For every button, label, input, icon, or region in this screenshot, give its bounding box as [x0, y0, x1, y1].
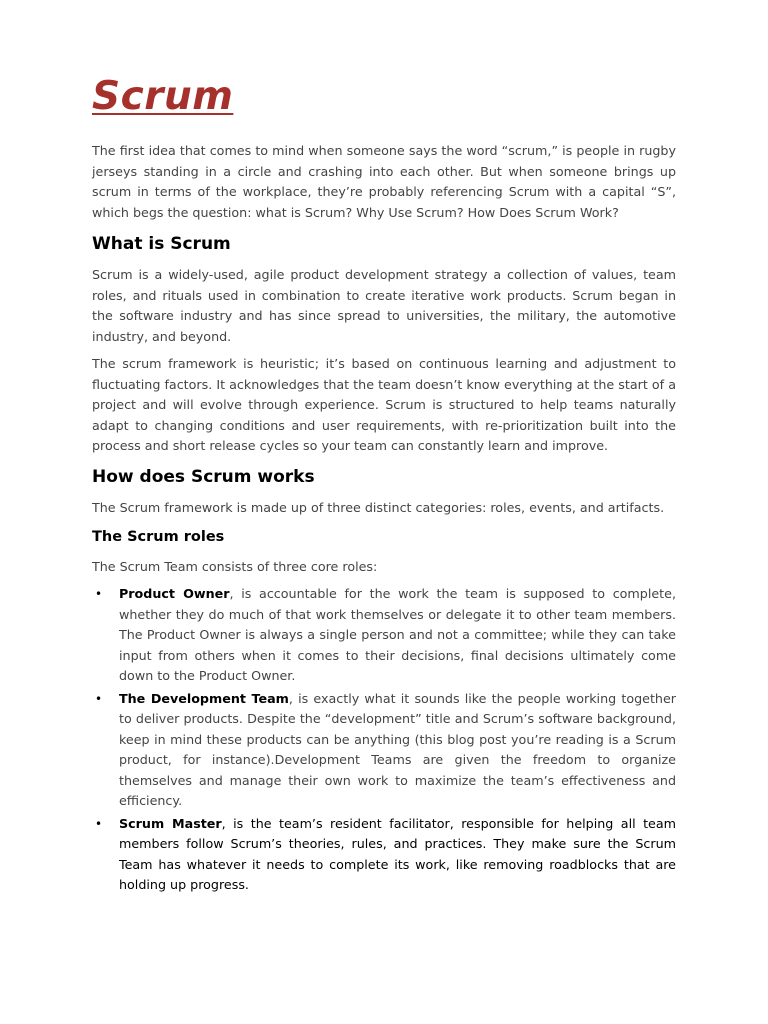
scrum-roles-heading: The Scrum roles — [92, 529, 225, 545]
how-does-scrum-work-heading: How does Scrum works — [92, 467, 315, 487]
intro-paragraph: The first idea that comes to mind when someone says the word “scrum,” is people in rugby jerseys standing in a circle and crashing into each other. But when someone brings up scrum in terms of the workplace, they’re probably referencing Scrum with a capital “S”, which begs the question: what is Scrum? Why Use Scrum? How Does Scrum Work? — [92, 143, 676, 220]
role-description: , is the team’s resident facilitator, responsible for helping all team members follow Scrum’s theories, rules, and practices. They make sure the Scrum Team has whatever it needs to complete its work, like removing roadblocks that are holding up progress. — [119, 815, 676, 892]
role-name: Scrum Master — [119, 815, 222, 831]
page-title: Scrum — [92, 74, 234, 119]
role-description: , is exactly what it sounds like the people working together to deliver products. Despite the “development” title and Scrum’s software background, keep in mind these products can be anything (this blog post you’re reading is a Scrum product, for instance).Development Teams are given the freedom to organize themselves and manage their own work to maximize the team’s effectiveness and efficiency. — [119, 690, 676, 808]
list-item-product-owner — [92, 584, 676, 687]
what-paragraph-1: Scrum is a widely-used, agile product development strategy a collection of values, team roles, and rituals used in combination to create iterative work products. Scrum began in the software industry and has since spread to universities, the military, the automotive industry, and beyond. — [92, 267, 676, 344]
roles-intro: The Scrum Team consists of three core roles: — [92, 559, 378, 574]
list-item-scrum-master — [92, 814, 676, 896]
bullet-icon: • — [95, 587, 103, 601]
bullet-icon: • — [95, 691, 103, 706]
how-paragraph: The Scrum framework is made up of three distinct categories: roles, events, and artifacts. — [92, 500, 665, 515]
what-is-scrum-heading: What is Scrum — [92, 234, 231, 254]
role-name: Product Owner — [119, 586, 230, 601]
role-name: The Development Team — [119, 690, 289, 706]
bullet-icon: • — [95, 816, 103, 831]
role-description: , is accountable for the work the team is supposed to complete, whether they do much of that work themselves or delegate it to other team members. The Product Owner is always a single person and not a committee; while they can take input from others when it comes to their decisions, final decisions ultimately come down to the Product Owner. — [119, 586, 676, 683]
what-paragraph-2: The scrum framework is heuristic; it’s based on continuous learning and adjustment to fluctuating factors. It acknowledges that the team doesn’t know everything at the start of a project and will evolve through experience. Scrum is structured to help teams naturally adapt to changing conditions and user requirements, with re-prioritization built into the process and short release cycles so your team can constantly learn and improve. — [92, 356, 676, 453]
list-item-development-team — [92, 689, 676, 812]
roles-list — [92, 584, 676, 898]
